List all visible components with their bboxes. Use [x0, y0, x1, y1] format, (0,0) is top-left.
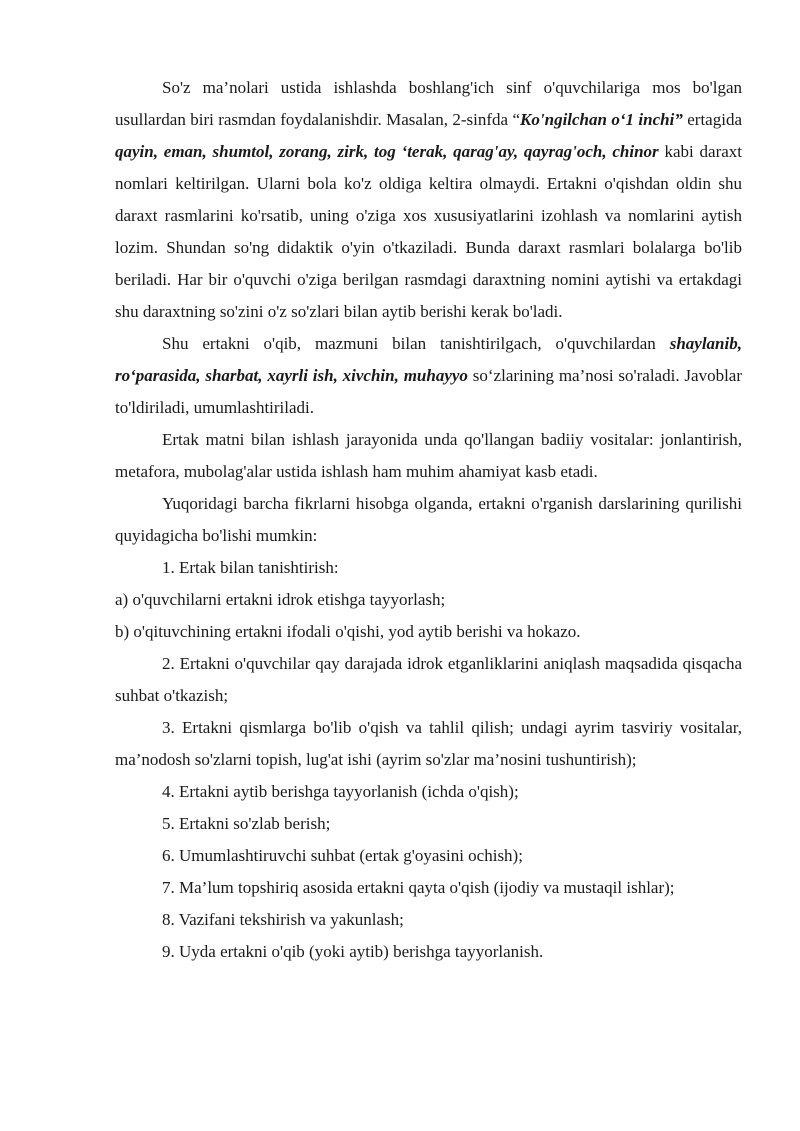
paragraph-2-text-b: so‘zlarining ma’nosi so'raladi. Javoblar to'ldiriladi, umumlashtiriladi.: [115, 366, 742, 417]
step-2: 2. Ertakni o'quvchilar qay darajada idrok etganliklarini aniqlash maqsadida qisqacha suhbat o'tkazish;: [115, 654, 742, 705]
step-7: 7. Ma’lum topshiriq asosida ertakni qayta o'qish (ijodiy va mustaqil ishlar);: [162, 878, 675, 897]
paragraph-3: Ertak matni bilan ishlash jarayonida unda qo'llangan badiiy vositalar: jonlantirish, metafora, mubolag'alar ustida ishlash ham muhim ahamiyat kasb etadi.: [115, 430, 742, 481]
paragraph-1: [115, 72, 742, 328]
vocabulary-words: shaylanib, ro‘parasida, sharbat, xayrli ish, xivchin, muhayyo: [115, 334, 742, 385]
step-3: 3. Ertakni qismlarga bo'lib o'qish va tahlil qilish; undagi ayrim tasviriy vositalar, ma’nodosh so'zlarni topish, lug'at ishi (ayrim so'zlar ma’nosini tushuntirish);: [115, 718, 742, 769]
step-8: 8. Vazifani tekshirish va yakunlash;: [162, 910, 404, 929]
paragraph-1-text-b: ertagida: [682, 110, 742, 129]
paragraph-1-text-c: kabi daraxt nomlari keltirilgan. Ularni bola ko'z oldiga keltira olmaydi. Ertakni o'qishdan oldin shu daraxt rasmlarini ko'rsatib, uning o'ziga xos xususiyatlarini izohlash va nomlarini aytish lozim. Shundan so'ng didaktik o'yin o'tkaziladi. Bunda daraxt rasmlari bolalarga bo'lib beriladi. Har bir o'quvchi o'ziga berilgan rasmdagi daraxtning nomini aytishi va ertakdagi shu daraxtning so'zini o'z so'zlari bilan aytib berishi kerak bo'ladi.: [115, 142, 742, 321]
step-6: 6. Umumlashtiruvchi suhbat (ertak g'oyasini ochish);: [162, 846, 523, 865]
step-4: 4. Ertakni aytib berishga tayyorlanish (ichda o'qish);: [162, 782, 519, 801]
document-page: [115, 72, 742, 968]
paragraph-1-text-a: So'z ma’nolari ustida ishlashda boshlang'ich sinf o'quvchilariga mos bo'lgan usullardan biri rasmdan foydalanishdir. Masalan, 2-sinfda “: [115, 78, 742, 129]
step-1b: b) o'qituvchining ertakni ifodali o'qishi, yod aytib berishi va hokazo.: [115, 622, 581, 641]
tree-names: qayin, eman, shumtol, zorang, zirk, tog ‘terak, qarag'ay, qayrag'och, chinor: [115, 142, 659, 161]
paragraph-2-text-a: Shu ertakni o'qib, mazmuni bilan tanishtirilgach, o'quvchilardan: [162, 334, 670, 353]
story-title: Ko'ngilchan o‘1 inchi”: [520, 110, 683, 129]
step-1a: a) o'quvchilarni ertakni idrok etishga tayyorlash;: [115, 590, 446, 609]
step-9: 9. Uyda ertakni o'qib (yoki aytib) berishga tayyorlanish.: [162, 942, 544, 961]
step-5: 5. Ertakni so'zlab berish;: [162, 814, 331, 833]
paragraph-2: [115, 328, 742, 424]
paragraph-4: Yuqoridagi barcha fikrlarni hisobga olganda, ertakni o'rganish darslarining qurilishi quyidagicha bo'lishi mumkin:: [115, 494, 742, 545]
step-1: 1. Ertak bilan tanishtirish:: [162, 558, 339, 577]
